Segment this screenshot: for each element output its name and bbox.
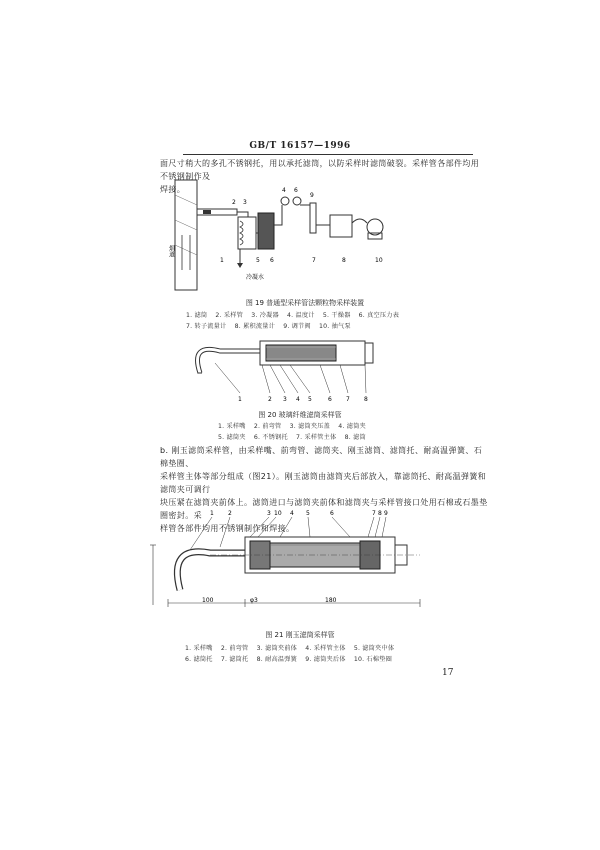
legend-item: 5. 干燥器 xyxy=(322,312,351,319)
dryer xyxy=(258,213,274,249)
fig20-callout: 1 xyxy=(238,396,242,403)
legend-item: 2. 采样管 xyxy=(215,312,244,319)
fig21-callout: 5 xyxy=(306,510,310,517)
legend-item: 7. 滤筒托 xyxy=(220,656,249,663)
fig20-callout: 6 xyxy=(328,396,332,403)
paragraph-2-line-4: 样管各部件均用不锈钢制作和焊接。 xyxy=(160,524,295,533)
legend-item: 9. 滤筒夹后体 xyxy=(305,656,346,663)
fig21-callout: 8 xyxy=(378,510,382,517)
legend-row xyxy=(218,432,418,443)
fig21-callout: 7 xyxy=(372,510,376,517)
figure-20-legend xyxy=(218,421,418,443)
fig20-callout: 7 xyxy=(346,396,350,403)
legend-item: 2. 前弯管 xyxy=(253,423,282,430)
fig19-callout: 4 xyxy=(282,187,286,194)
legend-item: 3. 滤筒夹压盖 xyxy=(289,423,331,430)
fig19-callout: 3 xyxy=(243,199,247,206)
fig19-callout: 5 xyxy=(256,257,260,264)
rear-cap xyxy=(365,343,373,363)
paragraph-1-line-2: 焊接。 xyxy=(160,185,186,194)
figure-19-diagram xyxy=(167,175,430,295)
legend-row xyxy=(185,654,465,665)
dimension-label: 100 xyxy=(202,597,214,604)
legend-item: 1. 采样嘴 xyxy=(185,645,213,652)
legend-item: 6. 不锈钢托 xyxy=(253,434,288,441)
figure-21-legend xyxy=(185,643,465,665)
legend-item: 5. 滤筒夹中体 xyxy=(353,645,395,652)
figure-19-legend xyxy=(186,310,446,332)
dimension-label: φ3 xyxy=(250,597,258,604)
thermometer xyxy=(281,197,289,205)
legend-item: 4. 采样管主体 xyxy=(305,645,346,652)
fig21-callout: 1 xyxy=(210,510,214,517)
fig21-callout: 9 xyxy=(384,510,388,517)
glass-fiber-thimble xyxy=(266,345,336,361)
fig20-callout: 4 xyxy=(296,396,300,403)
condensate-label: 冷凝水 xyxy=(246,274,265,281)
legend-row xyxy=(186,310,446,321)
fig19-callout: 6 xyxy=(294,187,298,194)
fig19-callout: 1 xyxy=(220,257,224,264)
legend-item: 1. 采样嘴 xyxy=(218,423,246,430)
figure-20-diagram xyxy=(180,333,390,405)
legend-item: 8. 累积流量计 xyxy=(234,323,276,330)
fig19-callout: 6 xyxy=(270,257,274,264)
rotameter xyxy=(310,203,316,233)
fig21-callout: 2 xyxy=(228,510,232,517)
paragraph-2-line-3: 块压紧在滤筒夹前体上。滤筒进口与滤筒夹前体和滤筒夹与采样管接口处用石棉或石墨垫圈密封。采 xyxy=(160,498,488,520)
legend-item: 4. 滤筒夹 xyxy=(338,423,366,430)
legend-item: 8. 滤筒 xyxy=(344,434,366,441)
paragraph-2-line-2: 采样管主体等部分组成（图21）。刚玉滤筒由滤筒夹后部放入，靠滤筒托、耐高温弹簧和滤筒夹可调行 xyxy=(160,472,487,494)
flue-label: 烟道 xyxy=(167,245,175,257)
fig19-callout: 10 xyxy=(375,257,383,264)
legend-row xyxy=(186,321,446,332)
fig21-callout: 6 xyxy=(330,510,334,517)
legend-item: 6. 滤筒托 xyxy=(185,656,213,663)
legend-item: 1. 滤筒 xyxy=(186,312,208,319)
legend-item: 10. 石棉垫圈 xyxy=(353,656,392,663)
header-rule xyxy=(183,154,473,155)
legend-item: 3. 冷凝器 xyxy=(251,312,279,319)
figure-20-caption: 图 20 玻璃纤维滤筒采样管 xyxy=(258,411,342,419)
fig19-callout: 8 xyxy=(342,257,346,264)
legend-item: 6. 真空压力表 xyxy=(358,312,400,319)
fig19-callout: 9 xyxy=(310,192,314,199)
front-bend-tube xyxy=(198,349,261,373)
paragraph-1-line-1: 面尺寸稍大的多孔不锈钢托，用以承托滤筒，以防采样时滤筒破裂。采样管各部件均用不锈钢制作及 xyxy=(160,159,480,181)
fig21-callout: 4 xyxy=(290,510,294,517)
figure-19-caption: 图 19 普通型采样管法颗粒物采样装置 xyxy=(245,299,365,307)
figure-21-caption: 图 21 刚玉滤筒采样管 xyxy=(265,631,335,639)
figure-21-diagram xyxy=(150,505,440,625)
legend-item: 7. 转子流量计 xyxy=(186,323,227,330)
fig21-callout: 10 xyxy=(274,510,282,517)
legend-item: 2. 前弯管 xyxy=(220,645,249,652)
fig19-callout: 7 xyxy=(312,257,316,264)
front-bend-tube xyxy=(177,552,250,590)
paragraph-2-line-1: b. 刚玉滤筒采样管，由采样嘴、前弯管、滤筒夹、刚玉滤筒、滤筒托、耐高温弹簧、石棉垫圈、 xyxy=(160,446,483,468)
legend-item: 5. 滤筒夹 xyxy=(218,434,246,441)
page-number: 17 xyxy=(442,668,454,678)
fig21-callout: 3 xyxy=(267,510,271,517)
legend-row xyxy=(218,421,418,432)
legend-item: 4. 温度计 xyxy=(287,312,315,319)
gas-meter xyxy=(330,215,352,237)
fig19-callout: 2 xyxy=(232,199,236,206)
legend-item: 3. 滤筒夹前体 xyxy=(256,645,298,652)
fig20-callout: 3 xyxy=(283,396,287,403)
legend-item: 9. 调节阀 xyxy=(283,323,311,330)
fig20-callout: 8 xyxy=(364,396,368,403)
fig20-callout: 5 xyxy=(308,396,312,403)
vacuum-gauge xyxy=(293,197,301,205)
standard-code-header: GB/T 16157—1996 xyxy=(249,141,351,151)
legend-row xyxy=(185,643,465,654)
legend-item: 7. 采样管主体 xyxy=(296,434,337,441)
dimension-label: 180 xyxy=(325,597,337,604)
legend-item: 10. 抽气泵 xyxy=(319,323,351,330)
filter-cartridge xyxy=(203,210,211,214)
fig20-callout: 2 xyxy=(268,396,272,403)
legend-item: 8. 耐高温弹簧 xyxy=(256,656,298,663)
